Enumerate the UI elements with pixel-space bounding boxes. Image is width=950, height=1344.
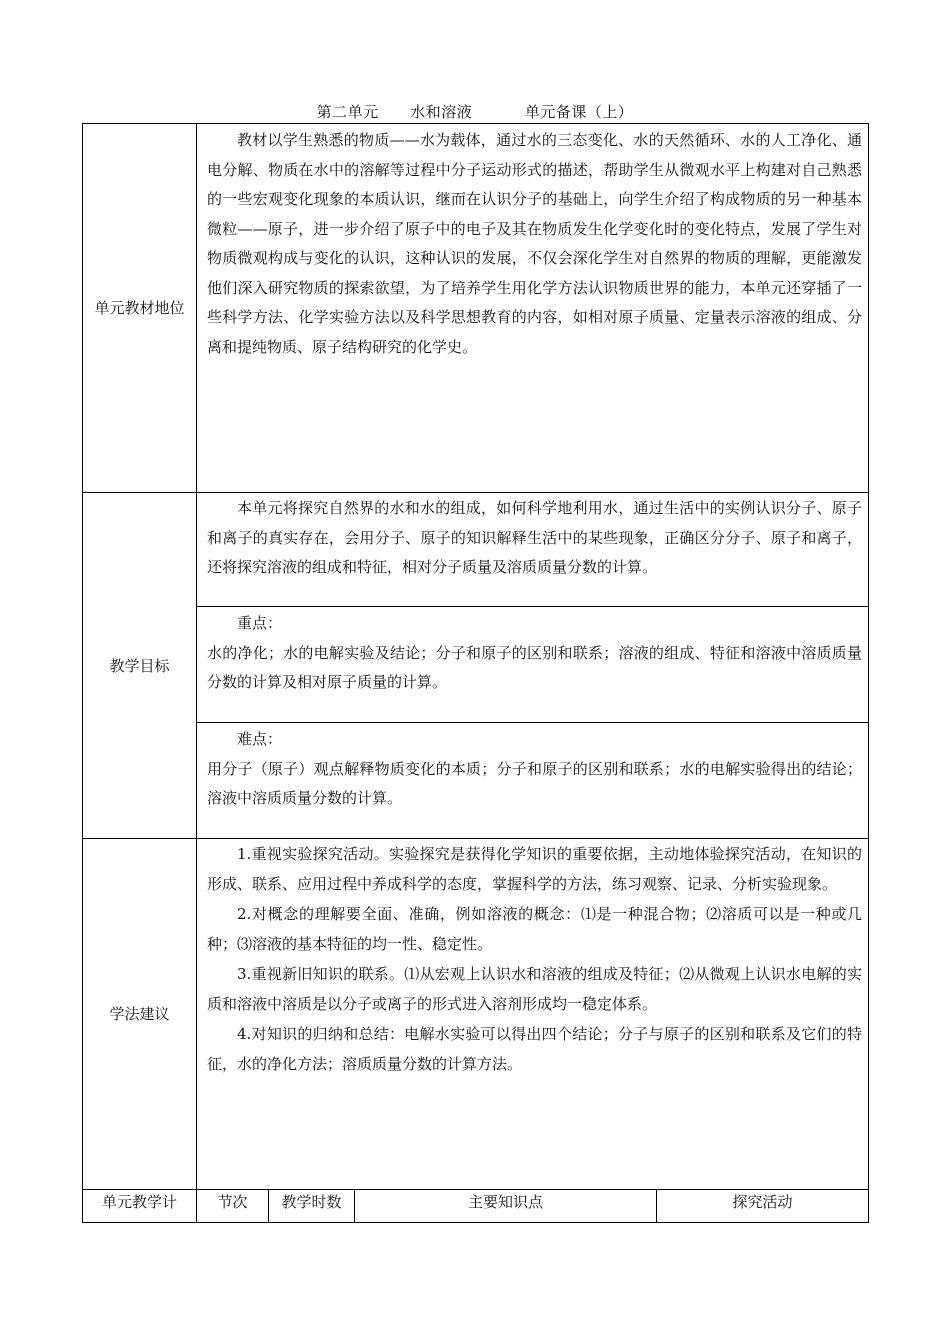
cell-methods	[197, 839, 869, 1190]
goals-intro-text: 本单元将探究自然界的水和水的组成，如何科学地利用水，通过生活中的实例认识分子、原子和离子的真实存在，会用分子、原子的知识解释生活中的某些现象，正确区分分子、原子和离子，还将探究溶液的组成和特征，相对分子质量及溶质质量分数的计算。	[207, 499, 863, 576]
label-plan: 单元教学计	[83, 1190, 197, 1223]
method-item: 2.对概念的理解要全面、准确，例如溶液的概念：⑴是一种混合物；⑵溶质可以是一种或几种；⑶溶液的基本特征的均一性、稳定性。	[207, 905, 863, 953]
cell-goals-intro	[197, 493, 869, 607]
page-title: 第二单元 水和溶液 单元备课（上）	[316, 103, 634, 121]
position-text: 教材以学生熟悉的物质——水为载体，通过水的三态变化、水的天然循环、水的人工净化、通电分解、物质在水中的溶解等过程中分子运动形式的描述，帮助学生从微观水平上构建对自己熟悉的一些宏观变化现象的本质认识，继而在认识分子的基础上，向学生介绍了构成物质的另一种基本微粒——原子，进一步介绍了原子中的电子及其在物质发生化学变化时的变化特点，发展了学生对物质微观构成与变化的认识，这种认识的发展，不仅会深化学生对自然界的物质的理解，更能激发他们深入研究物质的探索欲望，为了培养学生用化学方法认识物质世界的能力，本单元还穿插了一些科学方法、化学实验方法以及科学思想教育的内容，如相对原子质量、定量表示溶液的组成、分离和提纯物质、原子结构研究的化学史。	[207, 131, 863, 356]
row-plan-header	[83, 1190, 869, 1223]
cell-goals-key	[197, 607, 869, 723]
row-methods	[83, 839, 869, 1190]
method-item: 4.对知识的归纳和总结：电解水实验可以得出四个结论；分子与原子的区别和联系及它们的特征，水的净化方法；溶质质量分数的计算方法。	[207, 1025, 863, 1073]
difficult-points-text: 用分子（原子）观点解释物质变化的本质；分子和原子的区别和联系；水的电解实验得出的结论；溶液中溶质质量分数的计算。	[207, 759, 863, 807]
key-points-title: 重点：	[237, 614, 283, 632]
method-item: 3.重视新旧知识的联系。⑴从宏观上认识水和溶液的组成及特征；⑵从微观上认识水电解的实质和溶液中溶质是以分子或离子的形式进入溶剂形成均一稳定体系。	[207, 965, 863, 1013]
row-goals-intro	[83, 493, 869, 607]
key-points-text: 水的净化；水的电解实验及结论；分子和原子的区别和联系；溶液的组成、特征和溶液中溶质质量分数的计算及相对原子质量的计算。	[207, 643, 863, 691]
col-header-hours: 教学时数	[269, 1190, 355, 1223]
row-position	[83, 124, 869, 493]
label-position: 单元教材地位	[83, 124, 197, 493]
col-header-knowledge: 主要知识点	[355, 1190, 657, 1223]
label-goals: 教学目标	[83, 493, 197, 839]
col-header-activities: 探究活动	[657, 1190, 869, 1223]
method-item: 1.重视实验探究活动。实验探究是获得化学知识的重要依据，主动地体验探究活动，在知识的形成、联系、应用过程中养成科学的态度，掌握科学的方法，练习观察、记录、分析实验现象。	[207, 845, 863, 893]
unit-plan-table	[82, 123, 869, 1223]
col-header-section: 节次	[197, 1190, 269, 1223]
cell-position	[197, 124, 869, 493]
difficult-points-title: 难点：	[237, 730, 283, 748]
row-goals-hard	[83, 723, 869, 839]
cell-goals-hard	[197, 723, 869, 839]
label-methods: 学法建议	[83, 839, 197, 1190]
row-goals-key	[83, 607, 869, 723]
